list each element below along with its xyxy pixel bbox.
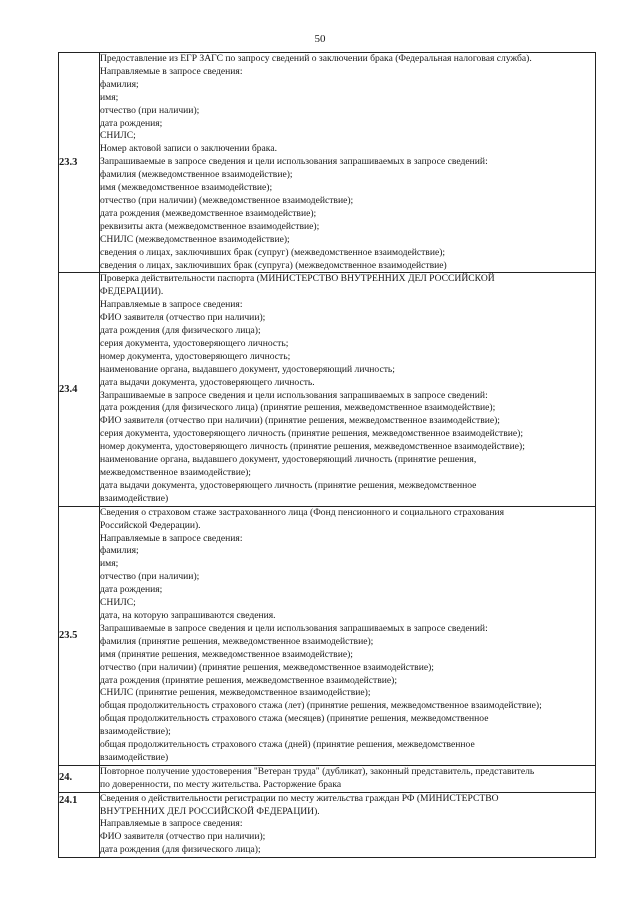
- text-line: наименование органа, выдавшего документ, удостоверяющий личность;: [100, 363, 395, 375]
- text-line: СНИЛС (принятие решения, межведомственное взаимодействие);: [100, 687, 371, 699]
- table-row: [59, 53, 596, 273]
- text-line: общая продолжительность страхового стажа (дней) (принятие решения, межведомственное: [100, 739, 475, 751]
- text-line: имя (межведомственное взаимодействие);: [100, 182, 273, 194]
- text-line: дата, на которую запрашиваются сведения.: [100, 609, 276, 621]
- text-line: Запрашиваемые в запросе сведения и цели использования запрашиваемых в запросе сведений:: [100, 622, 488, 634]
- text-line: фамилия;: [100, 545, 139, 557]
- text-line: Проверка действительности паспорта (МИНИСТЕРСТВО ВНУТРЕННИХ ДЕЛ РОССИЙСКОЙ: [100, 273, 495, 285]
- text-line: серия документа, удостоверяющего личность (принятие решения, межведомственное взаимодействие);: [100, 428, 524, 440]
- row-number-cell: [59, 792, 100, 858]
- table-row: [59, 273, 596, 506]
- row-text-cell: [100, 792, 596, 858]
- text-line: отчество (при наличии) (межведомственное взаимодействие);: [100, 194, 354, 206]
- table-row: [59, 765, 596, 792]
- text-line: дата рождения (межведомственное взаимодействие);: [100, 207, 317, 219]
- text-line: Направляемые в запросе сведения:: [100, 532, 243, 544]
- text-line: дата рождения;: [100, 584, 163, 596]
- text-line: отчество (при наличии);: [100, 571, 200, 583]
- text-line: дата рождения;: [100, 117, 163, 129]
- text-line: ВНУТРЕННИХ ДЕЛ РОССИЙСКОЙ ФЕДЕРАЦИИ).: [100, 805, 320, 817]
- text-line: сведения о лицах, заключивших брак (супруга) (межведомственное взаимодействие): [100, 259, 447, 271]
- text-line: серия документа, удостоверяющего личность;: [100, 337, 289, 349]
- text-line: ФИО заявителя (отчество при наличии);: [100, 312, 266, 324]
- row-number-cell: [59, 765, 100, 792]
- text-line: ФИО заявителя (отчество при наличии);: [100, 831, 266, 843]
- text-line: СНИЛС (межведомственное взаимодействие);: [100, 233, 290, 245]
- text-line: имя;: [100, 91, 119, 103]
- page-number: 50: [314, 33, 326, 45]
- text-line: отчество (при наличии);: [100, 104, 200, 116]
- text-line: отчество (при наличии) (принятие решения, межведомственное взаимодействие);: [100, 661, 434, 673]
- text-line: фамилия (принятие решения, межведомственное взаимодействие);: [100, 635, 374, 647]
- row-text-cell: [100, 273, 596, 506]
- row-number-cell: [59, 506, 100, 765]
- text-line: Направляемые в запросе сведения:: [100, 299, 243, 311]
- text-line: дата выдачи документа, удостоверяющего личность (принятие решения, межведомственное: [100, 479, 477, 491]
- row-number: 23.4: [59, 384, 78, 396]
- text-line: межведомственное взаимодействие);: [100, 467, 251, 478]
- text-line: фамилия;: [100, 78, 139, 90]
- text-line: реквизиты акта (межведомственное взаимодействие);: [100, 220, 320, 232]
- text-line: взаимодействие): [100, 751, 169, 763]
- row-text-cell: [100, 506, 596, 765]
- row-number-cell: [59, 273, 100, 506]
- text-line: Запрашиваемые в запросе сведения и цели использования запрашиваемых в запросе сведений:: [100, 156, 488, 168]
- table-row: [59, 506, 596, 765]
- text-line: номер документа, удостоверяющего личность (принятие решения, межведомственное взаимодействие);: [100, 441, 525, 453]
- text-line: Сведения о страховом стаже застрахованного лица (Фонд пенсионного и социального страхования: [100, 506, 505, 518]
- text-line: СНИЛС;: [100, 597, 136, 609]
- text-line: имя;: [100, 558, 119, 570]
- text-line: Повторное получение удостоверения "Ветеран труда" (дубликат), законный представитель, представитель: [100, 765, 535, 777]
- row-number: 23.3: [59, 157, 78, 169]
- text-line: Номер актовой записи о заключении брака.: [100, 143, 277, 155]
- text-line: дата рождения (для физического лица) (принятие решения, межведомственное взаимодействие);: [100, 402, 496, 414]
- row-number: 24.: [59, 771, 73, 783]
- row-number: 24.1: [59, 794, 78, 806]
- text-line: номер документа, удостоверяющего личность;: [100, 350, 291, 362]
- row-number-cell: [59, 53, 100, 273]
- text-line: дата рождения (для физического лица);: [100, 325, 261, 337]
- text-line: взаимодействие): [100, 492, 169, 504]
- row-text-cell: [100, 765, 596, 792]
- text-line: по доверенности, по месту жительства. Расторжение брака: [100, 778, 342, 790]
- text-line: Сведения о действительности регистрации по месту жительства граждан РФ (МИНИСТЕРСТВО: [100, 792, 499, 804]
- text-line: взаимодействие);: [100, 726, 171, 738]
- text-line: Российской Федерации).: [100, 519, 201, 531]
- text-line: ФИО заявителя (отчество при наличии) (принятие решения, межведомственное взаимодействие);: [100, 415, 500, 427]
- table-row: [59, 792, 596, 858]
- text-line: Направляемые в запросе сведения:: [100, 65, 243, 77]
- text-line: наименование органа, выдавшего документ, удостоверяющий личность (принятие решения,: [100, 454, 477, 466]
- text-line: дата рождения (принятие решения, межведомственное взаимодействие);: [100, 674, 397, 686]
- text-line: СНИЛС;: [100, 130, 136, 142]
- text-line: Предоставление из ЕГР ЗАГС по запросу сведений о заключении брака (Федеральная налоговая служба).: [100, 53, 532, 64]
- row-number: 23.5: [59, 630, 78, 642]
- text-line: дата рождения (для физического лица);: [100, 844, 261, 856]
- text-line: ФЕДЕРАЦИИ).: [100, 286, 164, 298]
- text-line: фамилия (межведомственное взаимодействие);: [100, 169, 293, 181]
- text-line: Запрашиваемые в запросе сведения и цели использования запрашиваемых в запросе сведений:: [100, 389, 488, 401]
- text-line: общая продолжительность страхового стажа (лет) (принятие решения, межведомственное взаимодействие);: [100, 700, 542, 712]
- text-line: сведения о лицах, заключивших брак (супруг) (межведомственное взаимодействие);: [100, 246, 446, 258]
- text-line: общая продолжительность страхового стажа (месяцев) (принятие решения, межведомственное: [100, 713, 489, 725]
- text-line: дата выдачи документа, удостоверяющего личность.: [100, 376, 315, 388]
- row-text-cell: [100, 53, 596, 273]
- text-line: Направляемые в запросе сведения:: [100, 818, 243, 830]
- text-line: имя (принятие решения, межведомственное взаимодействие);: [100, 648, 353, 660]
- services-table: [58, 52, 596, 858]
